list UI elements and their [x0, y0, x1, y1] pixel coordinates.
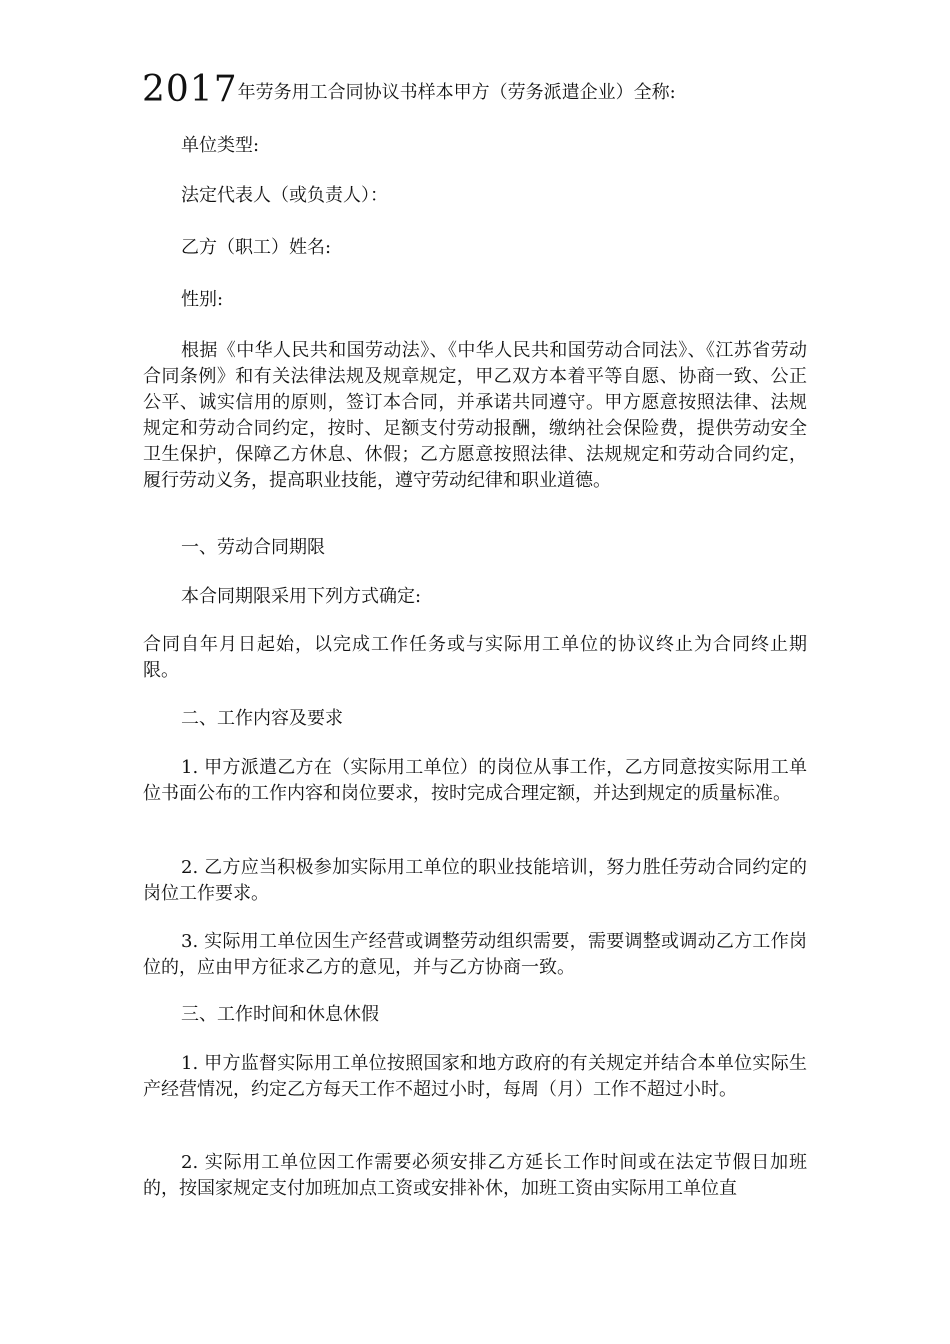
term-detail-paragraph: 合同自年月日起始，以完成工作任务或与实际用工单位的协议终止为合同终止期限。 [143, 634, 807, 681]
clause-2-1: 1. 甲方派遣乙方在（实际用工单位）的岗位从事工作，乙方同意按实际用工单位书面公布的工作内容和岗位要求，按时完成合理定额，并达到规定的质量标准。 [143, 757, 807, 804]
section-heading-3: 三、工作时间和休息休假 [181, 1004, 379, 1025]
field-legal-representative: 法定代表人（或负责人）： [181, 185, 388, 206]
section-heading-1: 一、劳动合同期限 [181, 537, 325, 558]
clause-3-2: 2. 实际用工单位因工作需要必须安排乙方延长工作时间或在法定节假日加班的，按国家规定支付加班加点工资或安排补休，加班工资由实际用工单位直 [143, 1152, 807, 1199]
clause-2-3: 3. 实际用工单位因生产经营或调整劳动组织需要，需要调整或调动乙方工作岗位的，应由甲方征求乙方的意见，并与乙方协商一致。 [143, 931, 807, 978]
document-title [142, 70, 822, 113]
title-text: 年劳务用工合同协议书样本甲方（劳务派遣企业）全称: [237, 82, 676, 103]
term-intro-paragraph: 本合同期限采用下列方式确定: [181, 586, 422, 607]
field-unit-type: 单位类型: [181, 135, 260, 156]
section-heading-2: 二、工作内容及要求 [181, 708, 343, 729]
clause-2-2: 2. 乙方应当积极参加实际用工单位的职业技能培训，努力胜任劳动合同约定的岗位工作要求。 [143, 857, 807, 904]
clause-3-1: 1. 甲方监督实际用工单位按照国家和地方政府的有关规定并结合本单位实际生产经营情况，约定乙方每天工作不超过小时，每周（月）工作不超过小时。 [143, 1053, 807, 1100]
field-gender: 性别: [181, 289, 224, 310]
preamble-paragraph: 根据《中华人民共和国劳动法》、《中华人民共和国劳动合同法》、《江苏省劳动合同条例》和有关法律法规及规章规定，甲乙双方本着平等自愿、协商一致、公正公平、诚实信用的原则，签订本合同，并承诺共同遵守。甲方愿意按照法律、法规规定和劳动合同约定，按时、足额支付劳动报酬，缴纳社会保险费，提供劳动安全卫生保护，保障乙方休息、休假；乙方愿意按照法律、法规规定和劳动合同约定，履行劳动义务，提高职业技能，遵守劳动纪律和职业道德。 [143, 340, 807, 491]
title-year: 2017 [142, 69, 238, 110]
field-employee-name: 乙方（职工）姓名: [181, 237, 332, 258]
